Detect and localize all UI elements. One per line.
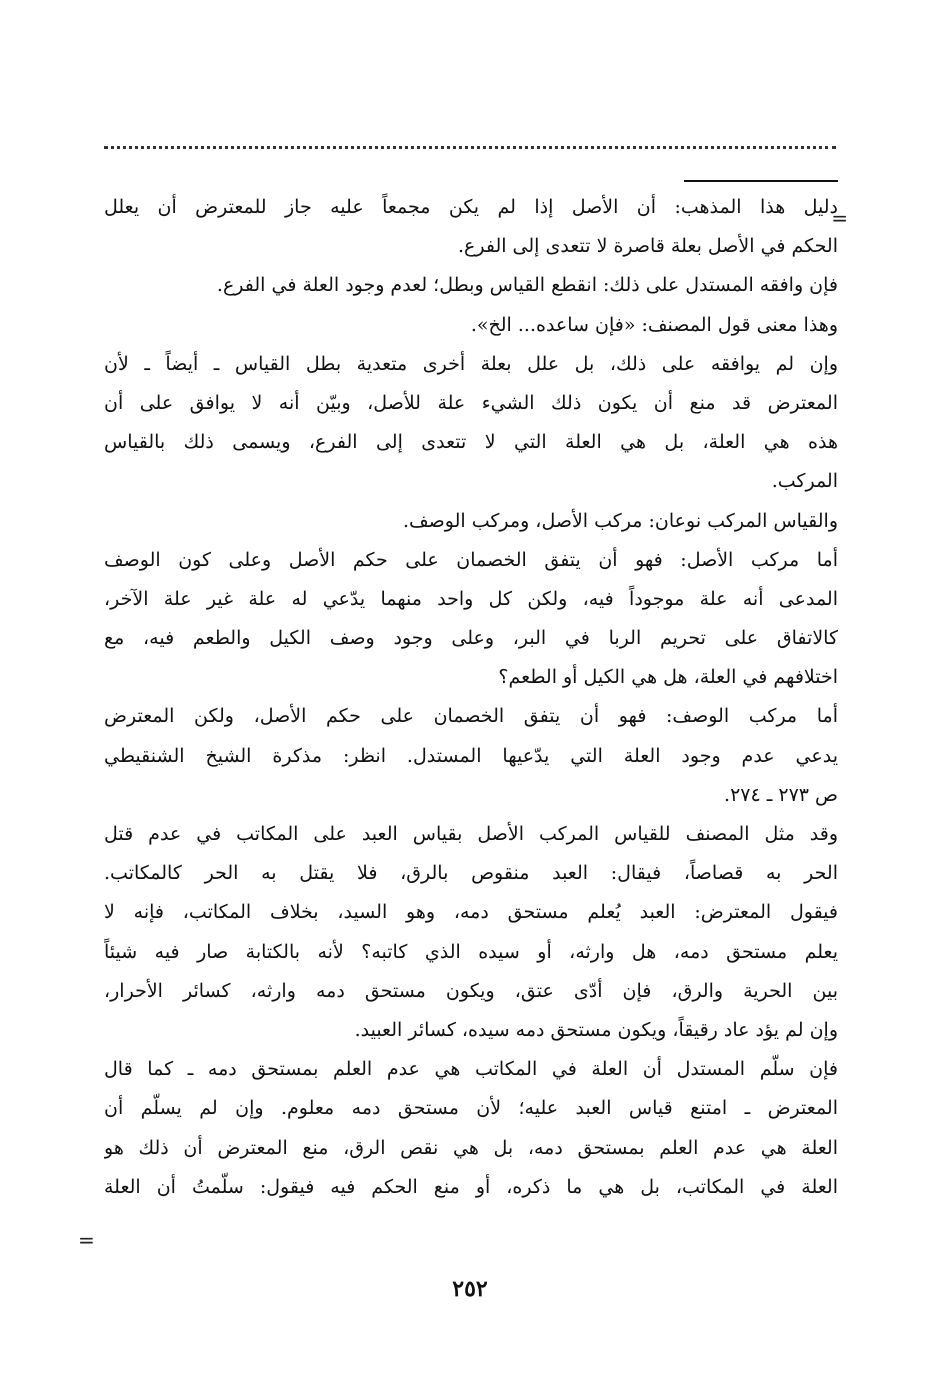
footnote-line: وقد مثل المصنف للقياس المركب الأصل بقياس العبد على المكاتب في عدم قتل — [104, 823, 838, 845]
continuation-marker-bottom: = — [78, 1228, 95, 1252]
footnote-line: العلة هي عدم العلم بمستحق دمه، بل هي نقص الرق، منع المعترض أن ذلك هو — [104, 1136, 838, 1159]
footnote-line: المعترض ـ امتنع قياس العبد عليه؛ لأن مستحق دمه معلوم. وإن لم يسلّم أن — [104, 1097, 838, 1120]
footnote-line: أما مركب الوصف: فهو أن يتفق الخصمان على حكم الأصل، ولكن المعترض — [104, 705, 838, 728]
continuation-marker-top: = — [831, 206, 848, 230]
footnote-line: المعترض قد منع أن يكون ذلك الشيء علة للأصل، وبيّن أنه لا يوافق على أن — [104, 391, 838, 414]
footnote-line: وهذا معنى قول المصنف: «فإن ساعده... الخ». — [470, 313, 838, 336]
footnote-line: المدعى أنه علة موجوداً فيه، ولكن كل واحد منهما يدّعي له علة غير علة الآخر، — [104, 587, 838, 610]
footnote-line: ص ٢٧٣ ـ ٢٧٤. — [724, 783, 838, 806]
footnote-line: بين الحرية والرق، فإن أدّى عتق، ويكون مستحق دمه وارثه، كسائر الأحرار، — [104, 979, 838, 1002]
footnote-line: هذه هي العلة، بل هي العلة التي لا تتعدى إلى الفرع، ويسمى ذلك بالقياس — [104, 431, 838, 454]
footnote-line: فإن سلّم المستدل أن العلة في المكاتب هي عدم العلم بمستحق دمه ـ كما قال — [104, 1058, 838, 1081]
dotted-separator — [104, 146, 836, 149]
footnote-line: وإن لم يؤد عاد رقيقاً، ويكون مستحق دمه سيده، كسائر العبيد. — [354, 1018, 838, 1041]
footnote-line: العلة في المكاتب، بل هي ما ذكره، أو منع الحكم فيه فيقول: سلّمتُ أن العلة — [104, 1175, 838, 1198]
footnote-line: الحكم في الأصل بعلة قاصرة لا تتعدى إلى الفرع. — [457, 235, 838, 258]
footnote-line: يدعي عدم وجود العلة التي يدّعيها المستدل. انظر: مذكرة الشيخ الشنقيطي — [104, 744, 838, 767]
page-number: ٢٥٢ — [452, 1276, 488, 1302]
footnote-text — [104, 188, 838, 1207]
footnote-line: أما مركب الأصل: فهو أن يتفق الخصمان على حكم الأصل وعلى كون الوصف — [104, 548, 838, 571]
footnote-line: فيقول المعترض: العبد يُعلم مستحق دمه، وهو السيد، بخلاف المكاتب، فإنه لا — [104, 901, 838, 924]
footnote-line: دليل هذا المذهب: أن الأصل إذا لم يكن مجمعاً عليه جاز للمعترض أن يعلل — [104, 196, 838, 218]
footnote-line: المركب. — [771, 470, 838, 493]
footnote-line: يعلم مستحق دمه، هل وارثه، أو سيده الذي كاتبه؟ لأنه بالكتابة صار فيه شيئاً — [104, 940, 838, 963]
footnote-line: اختلافهم في العلة، هل هي الكيل أو الطعم؟ — [498, 666, 838, 689]
footnote-line: الحر به قصاصاً، فيقال: العبد منقوص بالرق، فلا يقتل به الحر كالمكاتب. — [104, 862, 838, 885]
footnote-line: فإن وافقه المستدل على ذلك: انقطع القياس وبطل؛ لعدم وجود العلة في الفرع. — [216, 274, 838, 297]
footnote-rule — [684, 180, 838, 182]
footnote-line: والقياس المركب نوعان: مركب الأصل، ومركب الوصف. — [402, 509, 838, 532]
footnote-line: كالاتفاق على تحريم الربا في البر، وعلى وجود وصف الكيل والطعم فيه، مع — [104, 627, 838, 650]
footnote-line: وإن لم يوافقه على ذلك، بل علل بعلة أخرى متعدية بطل القياس ـ أيضاً ـ لأن — [104, 352, 838, 375]
